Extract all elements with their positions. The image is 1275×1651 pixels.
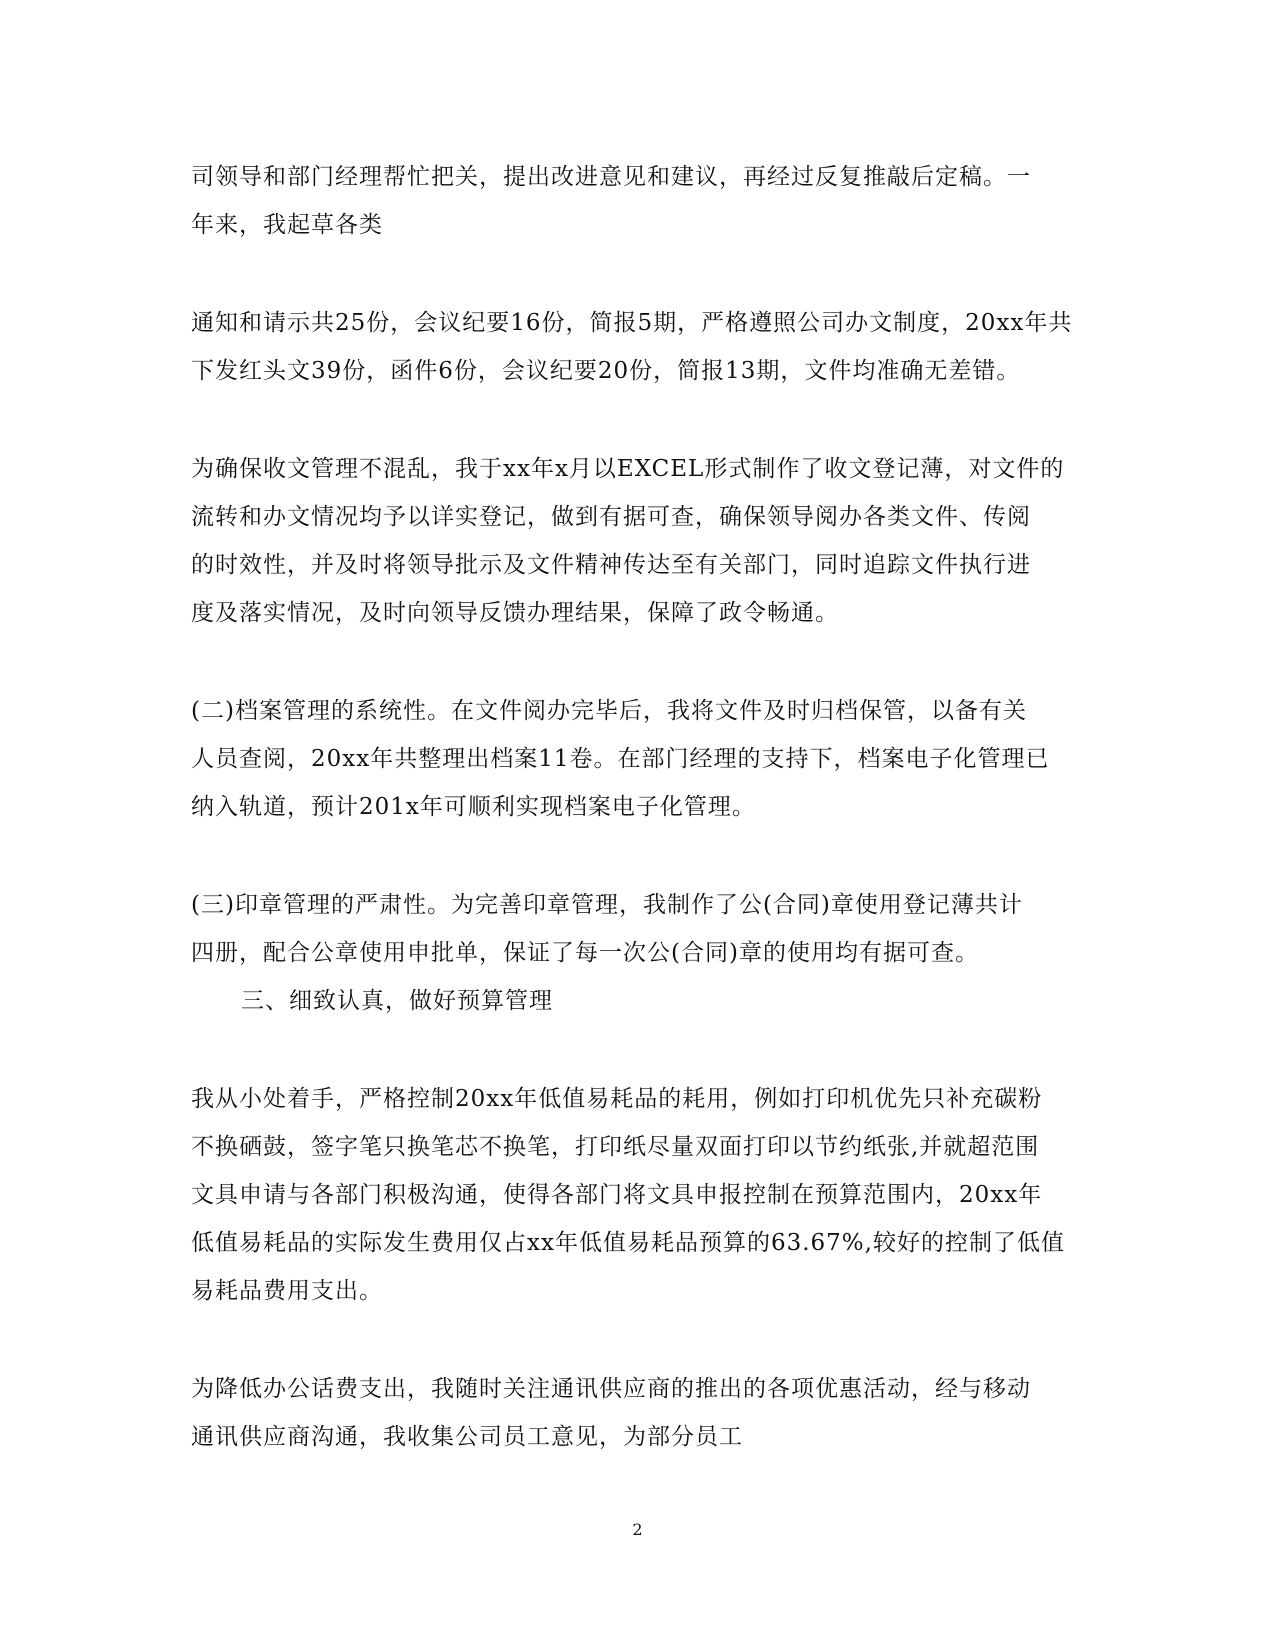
text-line: 纳入轨道，预计201x年可顺利实现档案电子化管理。 bbox=[191, 794, 756, 820]
text-line: 人员查阅，20xx年共整理出档案11卷。在部门经理的支持下，档案电子化管理已 bbox=[191, 746, 1050, 772]
page-number: 2 bbox=[632, 1520, 643, 1539]
text-line: 的时效性，并及时将领导批示及文件精神传达至有关部门，同时追踪文件执行进 bbox=[191, 552, 1031, 578]
paragraph-7 bbox=[191, 1365, 1091, 1461]
text-line: 通讯供应商沟通，我收集公司员工意见，为部分员工 bbox=[191, 1424, 743, 1450]
paragraph-gap bbox=[191, 831, 1091, 881]
text-line: 我从小处着手，严格控制20xx年低值易耗品的耗用，例如打印机优先只补充碳粉 bbox=[191, 1086, 1043, 1112]
text-line: 度及落实情况，及时向领导反馈办理结果，保障了政令畅通。 bbox=[191, 600, 839, 626]
paragraph-gap bbox=[191, 395, 1091, 445]
paragraph-2 bbox=[191, 299, 1091, 395]
text-line: 通知和请示共25份，会议纪要16份，简报5期，严格遵照公司办文制度，20xx年共 bbox=[191, 310, 1073, 336]
paragraph-gap bbox=[191, 249, 1091, 299]
text-line: (二)档案管理的系统性。在文件阅办完毕后，我将文件及时归档保管，以备有关 bbox=[191, 698, 1027, 724]
paragraph-6 bbox=[191, 1075, 1091, 1315]
text-line: 司领导和部门经理帮忙把关，提出改进意见和建议，再经过反复推敲后定稿。一 bbox=[191, 164, 1031, 190]
paragraph-4 bbox=[191, 687, 1091, 831]
text-line: 四册，配合公章使用申批单，保证了每一次公(合同)章的使用均有据可查。 bbox=[191, 940, 979, 966]
text-line: 易耗品费用支出。 bbox=[191, 1278, 383, 1304]
text-line: 低值易耗品的实际发生费用仅占xx年低值易耗品预算的63.67%,较好的控制了低值 bbox=[191, 1230, 1065, 1256]
section-heading: 三、细致认真，做好预算管理 bbox=[241, 988, 553, 1014]
text-line: 年来，我起草各类 bbox=[191, 212, 383, 238]
paragraph-gap bbox=[191, 637, 1091, 687]
text-line: 流转和办文情况均予以详实登记，做到有据可查，确保领导阅办各类文件、传阅 bbox=[191, 504, 1031, 530]
text-line: 文具申请与各部门积极沟通，使得各部门将文具申报控制在预算范围内，20xx年 bbox=[191, 1182, 1043, 1208]
text-line: (三)印章管理的严肃性。为完善印章管理，我制作了公(合同)章使用登记薄共计 bbox=[191, 892, 1023, 918]
text-line: 为降低办公话费支出，我随时关注通讯供应商的推出的各项优惠活动，经与移动 bbox=[191, 1376, 1031, 1402]
document-body bbox=[191, 153, 1091, 1461]
paragraph-gap bbox=[191, 1025, 1091, 1075]
paragraph-1 bbox=[191, 153, 1091, 249]
text-line: 下发红头文39份，函件6份，会议纪要20份，简报13期，文件均准确无差错。 bbox=[191, 358, 1021, 384]
paragraph-3 bbox=[191, 445, 1091, 637]
text-line: 不换硒鼓，签字笔只换笔芯不换笔，打印纸尽量双面打印以节约纸张,并就超范围 bbox=[191, 1134, 1040, 1160]
text-line: 为确保收文管理不混乱，我于xx年x月以EXCEL形式制作了收文登记薄，对文件的 bbox=[191, 456, 1065, 482]
paragraph-5 bbox=[191, 881, 1091, 977]
paragraph-gap bbox=[191, 1315, 1091, 1365]
